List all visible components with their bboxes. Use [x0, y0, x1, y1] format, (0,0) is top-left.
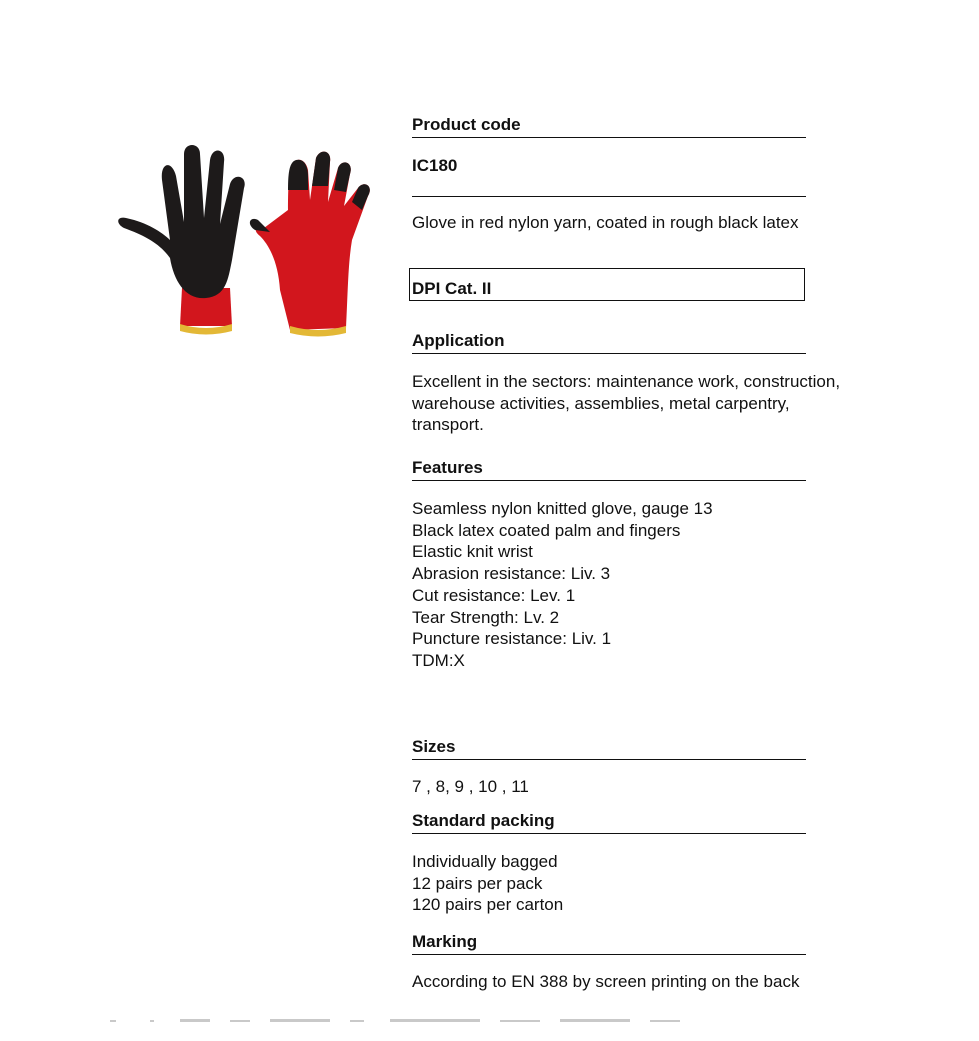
feature-item: Elastic knit wrist	[412, 542, 533, 562]
feature-item: Cut resistance: Lev. 1	[412, 585, 576, 605]
packing-list	[412, 851, 563, 916]
packing-item: 12 pairs per pack	[412, 873, 543, 893]
text-line: warehouse activities, assemblies, metal carpentry,	[412, 393, 790, 413]
category-box	[409, 268, 805, 301]
application-text	[412, 371, 840, 436]
feature-item: TDM:X	[412, 650, 465, 670]
feature-item: Tear Strength: Lv. 2	[412, 607, 560, 627]
features-list	[412, 498, 713, 672]
packing-item: 120 pairs per carton	[412, 895, 564, 915]
application-heading: Application	[412, 331, 806, 354]
marking-value: According to EN 388 by screen printing on the back	[412, 972, 800, 991]
feature-item: Puncture resistance: Liv. 1	[412, 629, 612, 649]
product-code-heading: Product code	[412, 115, 806, 138]
glove-back-icon	[250, 152, 370, 337]
product-code-value: IC180	[412, 156, 458, 175]
feature-item: Seamless nylon knitted glove, gauge 13	[412, 499, 713, 518]
category-label: DPI Cat. II	[412, 279, 492, 298]
feature-item: Black latex coated palm and fingers	[412, 520, 681, 540]
features-heading: Features	[412, 458, 806, 481]
feature-item: Abrasion resistance: Liv. 3	[412, 564, 611, 584]
marking-heading: Marking	[412, 932, 806, 955]
text-line: transport.	[412, 415, 484, 435]
packing-heading: Standard packing	[412, 811, 806, 834]
cutoff-text-artifact	[110, 1018, 730, 1024]
text-line: Excellent in the sectors: maintenance work, construction,	[412, 372, 841, 391]
packing-item: Individually bagged	[412, 852, 558, 871]
product-image	[112, 140, 387, 340]
product-description: Glove in red nylon yarn, coated in rough black latex	[412, 213, 799, 232]
glove-palm-icon	[118, 145, 244, 335]
sizes-heading: Sizes	[412, 737, 806, 760]
sizes-value: 7 , 8, 9 , 10 , 11	[412, 777, 529, 796]
divider	[412, 196, 806, 197]
